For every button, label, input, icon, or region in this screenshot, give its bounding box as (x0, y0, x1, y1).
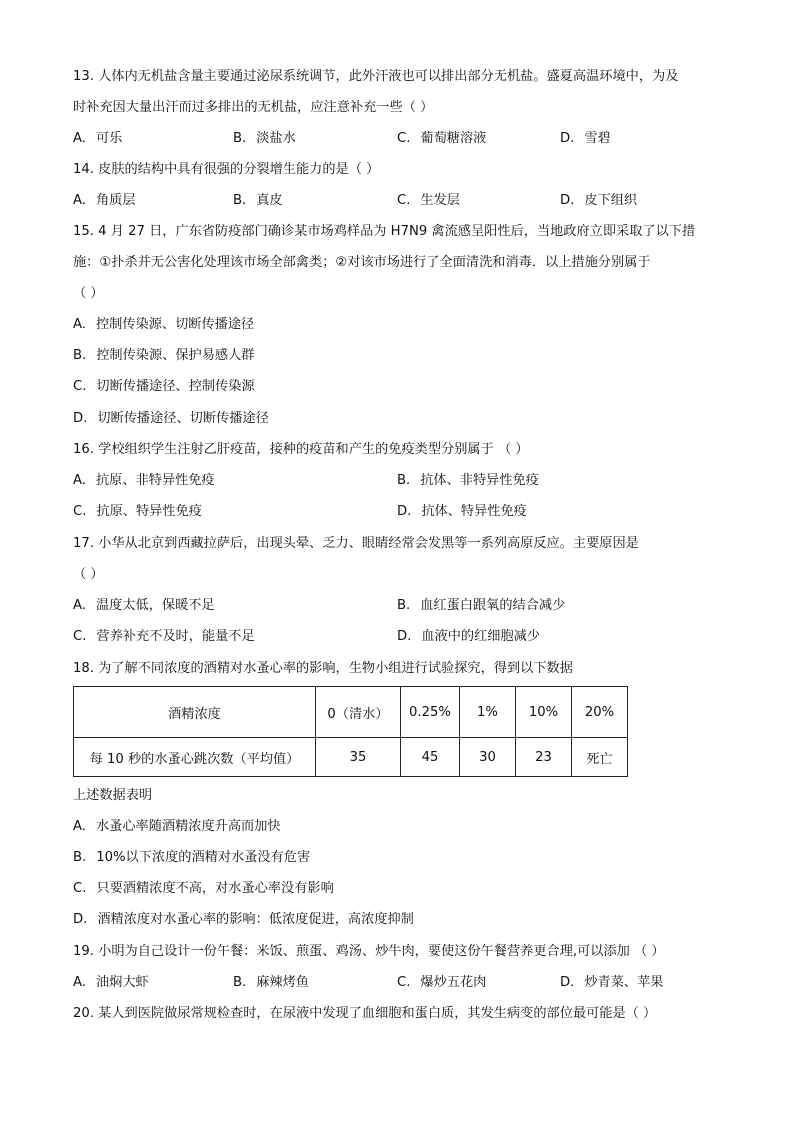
q18-option-d[interactable]: D. 酒精浓度对水蚤心率的影响：低浓度促进，高浓度抑制 (73, 912, 414, 927)
q18-option-a[interactable]: A. 水蚤心率随酒精浓度升高而加快 (73, 819, 281, 834)
table-cell: 10% (516, 687, 572, 738)
q13-stem-line1: 13. 人体内无机盐含量主要通过泌尿系统调节，此外汗液也可以排出部分无机盐。盛夏高温环境中，为及 (73, 69, 679, 84)
q19-options (73, 974, 723, 992)
table-cell: 35 (316, 738, 401, 777)
q15-stem-line1: 15. 4 月 27 日，广东省防疫部门确诊某市场鸡样品为 H7N9 禽流感呈阳性后，当地政府立即采取了以下措 (73, 224, 696, 239)
q15-option-c[interactable]: C. 切断传播途径、控制传染源 (73, 379, 255, 394)
q19-option-a[interactable]: A. 油焖大虾 (73, 975, 149, 990)
table-data-row (74, 738, 628, 777)
q17-options-row2 (73, 628, 723, 646)
table-header-row (74, 687, 628, 738)
q15-option-b[interactable]: B. 控制传染源、保护易感人群 (73, 348, 255, 363)
table-cell: 每 10 秒的水蚤心跳次数（平均值） (74, 738, 316, 777)
q14-option-c[interactable]: C. 生发层 (397, 193, 460, 208)
table-cell: 0（清水） (316, 687, 401, 738)
q16-options-row2 (73, 503, 723, 521)
q15-stem-line3: （ ） (73, 286, 104, 301)
table-cell: 20% (572, 687, 628, 738)
q14-stem: 14. 皮肤的结构中具有很强的分裂增生能力的是（ ） (73, 162, 380, 177)
table-cell: 死亡 (572, 738, 628, 777)
q18-stem: 18. 为了解不同浓度的酒精对水蚤心率的影响，生物小组进行试验探究，得到以下数据 (73, 661, 573, 676)
q15-option-a[interactable]: A. 控制传染源、切断传播途径 (73, 317, 255, 332)
table-cell: 0.25% (401, 687, 460, 738)
q16-option-c[interactable]: C. 抗原、特异性免疫 (73, 504, 202, 519)
q19-option-c[interactable]: C. 爆炒五花肉 (397, 975, 487, 990)
q15-stem-line2: 施：①扑杀并无公害化处理该市场全部禽类；②对该市场进行了全面清洗和消毒．以上措施分别属于 (73, 255, 651, 270)
q15-option-d[interactable]: D. 切断传播途径、切断传播途径 (73, 411, 269, 426)
q17-options-row1 (73, 597, 723, 615)
q18-after-text: 上述数据表明 (73, 788, 153, 803)
q16-option-d[interactable]: D. 抗体、特异性免疫 (397, 504, 527, 519)
table-cell: 23 (516, 738, 572, 777)
table-cell: 45 (401, 738, 460, 777)
q16-options-row1 (73, 472, 723, 490)
table-cell: 1% (460, 687, 516, 738)
q16-option-b[interactable]: B. 抗体、非特异性免疫 (397, 473, 539, 488)
q16-stem: 16. 学校组织学生注射乙肝疫苗，接种的疫苗和产生的免疫类型分别属于 （ ） (73, 442, 529, 457)
q17-option-b[interactable]: B. 血红蛋白跟氧的结合减少 (397, 598, 566, 613)
q18-option-b[interactable]: B. 10%以下浓度的酒精对水蚤没有危害 (73, 850, 311, 865)
q20-stem: 20. 某人到医院做尿常规检查时，在尿液中发现了血细胞和蛋白质，其发生病变的部位最可能是（ ） (73, 1006, 657, 1021)
q13-option-b[interactable]: B. 淡盐水 (233, 131, 296, 146)
q19-option-b[interactable]: B. 麻辣烤鱼 (233, 975, 309, 990)
q17-option-d[interactable]: D. 血液中的红细胞减少 (397, 629, 541, 644)
q16-option-a[interactable]: A. 抗原、非特异性免疫 (73, 473, 215, 488)
q14-options (73, 192, 723, 210)
q13-option-d[interactable]: D. 雪碧 (560, 131, 611, 146)
q18-option-c[interactable]: C. 只要酒精浓度不高，对水蚤心率没有影响 (73, 881, 334, 896)
q13-option-c[interactable]: C. 葡萄糖溶液 (397, 131, 487, 146)
q19-option-d[interactable]: D. 炒青菜、苹果 (560, 975, 664, 990)
q13-options (73, 130, 723, 148)
q19-stem: 19. 小明为自己设计一份午餐：米饭、煎蛋、鸡汤、炒牛肉，要使这份午餐营养更合理,可以添加 （ ） (73, 944, 665, 959)
q13-option-a[interactable]: A. 可乐 (73, 131, 123, 146)
q14-option-a[interactable]: A. 角质层 (73, 193, 136, 208)
table-cell: 酒精浓度 (74, 687, 316, 738)
q14-option-d[interactable]: D. 皮下组织 (560, 193, 638, 208)
q17-stem-line2: （ ） (73, 567, 104, 582)
q14-option-b[interactable]: B. 真皮 (233, 193, 283, 208)
q18-data-table (73, 686, 628, 777)
q17-option-a[interactable]: A. 温度太低，保暖不足 (73, 598, 215, 613)
table-cell: 30 (460, 738, 516, 777)
q17-stem-line1: 17. 小华从北京到西藏拉萨后，出现头晕、乏力、眼睛经常会发黑等一系列高原反应。主要原因是 (73, 536, 639, 551)
q13-stem-line2: 时补充因大量出汗而过多排出的无机盐，应注意补充一些（ ） (73, 100, 434, 115)
q17-option-c[interactable]: C. 营养补充不及时，能量不足 (73, 629, 255, 644)
